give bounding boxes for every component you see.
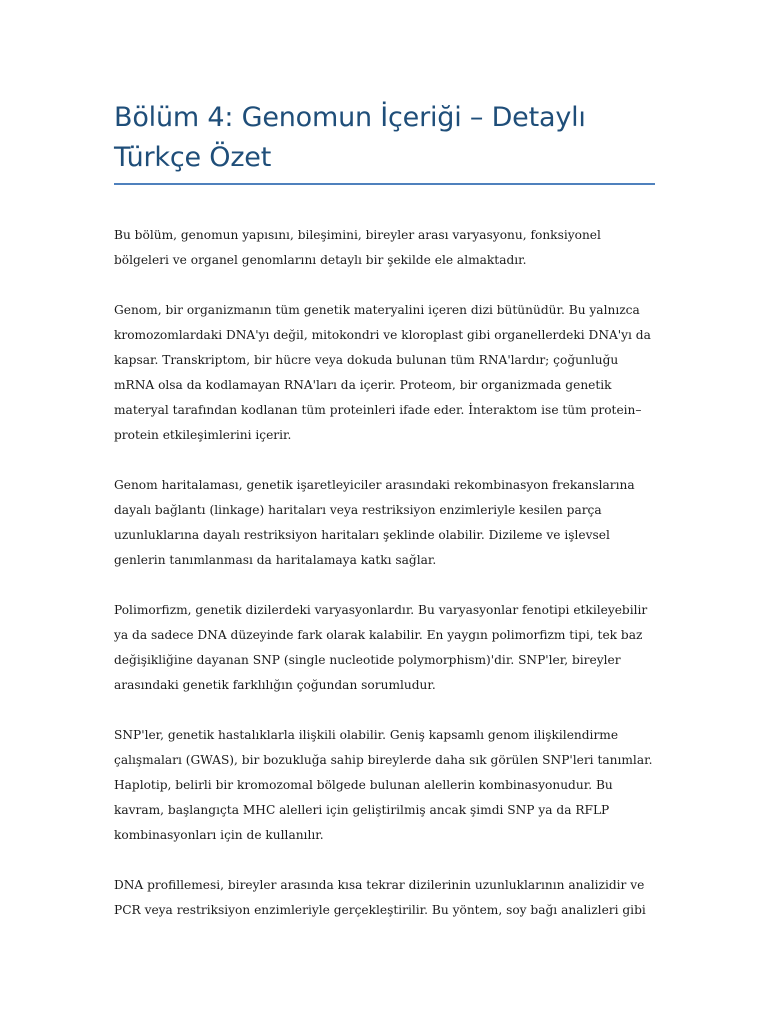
paragraph-genome-mapping: Genom haritalaması, genetik işaretleyiciler arasındaki rekombinasyon frekanslarına dayalı bağlantı (linkage) haritaları veya restriksiyon enzimleriyle kesilen parça uzunluklarına dayalı restriksiyon haritaları şeklinde olabilir. Dizileme ve işlevsel genlerin tanımlanması da haritalamaya katkı sağlar. xyxy=(114,478,635,567)
document-page xyxy=(114,0,656,923)
title-underline xyxy=(114,183,655,185)
paragraph-intro: Bu bölüm, genomun yapısını, bileşimini, bireyler arası varyasyonu, fonksiyonel bölgeleri ve organel genomlarını detaylı bir şekilde ele almaktadır. xyxy=(114,228,601,267)
paragraph-polymorphism: Polimorfizm, genetik dizilerdeki varyasyonlardır. Bu varyasyonlar fenotipi etkileyebilir ya da sadece DNA düzeyinde fark olarak kalabilir. En yaygın polimorfizm tipi, tek baz değişikliğine dayanan SNP (single nucleotide polymorphism)'dir. SNP'ler, bireyler arasındaki genetik farklılığın çoğundan sorumludur. xyxy=(114,603,648,692)
paragraph-dna-profiling: DNA profillemesi, bireyler arasında kısa tekrar dizilerinin uzunluklarının analizidir ve PCR veya restriksiyon enzimleriyle gerçekleştirilir. Bu yöntem, soy bağı analizleri gibi xyxy=(114,878,646,917)
paragraph-genome: Genom, bir organizmanın tüm genetik materyalini içeren dizi bütünüdür. Bu yalnızca kromozomlardaki DNA'yı değil, mitokondri ve kloroplast gibi organellerdeki DNA'yı da kapsar. Transkriptom, bir hücre veya dokuda bulunan tüm RNA'lardır; çoğunluğu mRNA olsa da kodlamayan RNA'ları da içerir. Proteom, bir organizmada genetik materyal tarafından kodlanan tüm proteinleri ifade eder. İnteraktom ise tüm protein–protein etkileşimlerini içerir. xyxy=(114,303,651,442)
page-title: Bölüm 4: Genomun İçeriği – Detaylı Türkçe Özet xyxy=(114,102,586,173)
paragraph-snp-gwas: SNP'ler, genetik hastalıklarla ilişkili olabilir. Geniş kapsamlı genom ilişkilendirme çalışmaları (GWAS), bir bozukluğa sahip bireylerde daha sık görülen SNP'leri tanımlar. Haplotip, belirli bir kromozomal bölgede bulunan alellerin kombinasyonudur. Bu kavram, başlangıçta MHC alelleri için geliştirilmiş ancak şimdi SNP ya da RFLP kombinasyonları için de kullanılır. xyxy=(114,728,653,842)
document-body xyxy=(114,223,656,923)
